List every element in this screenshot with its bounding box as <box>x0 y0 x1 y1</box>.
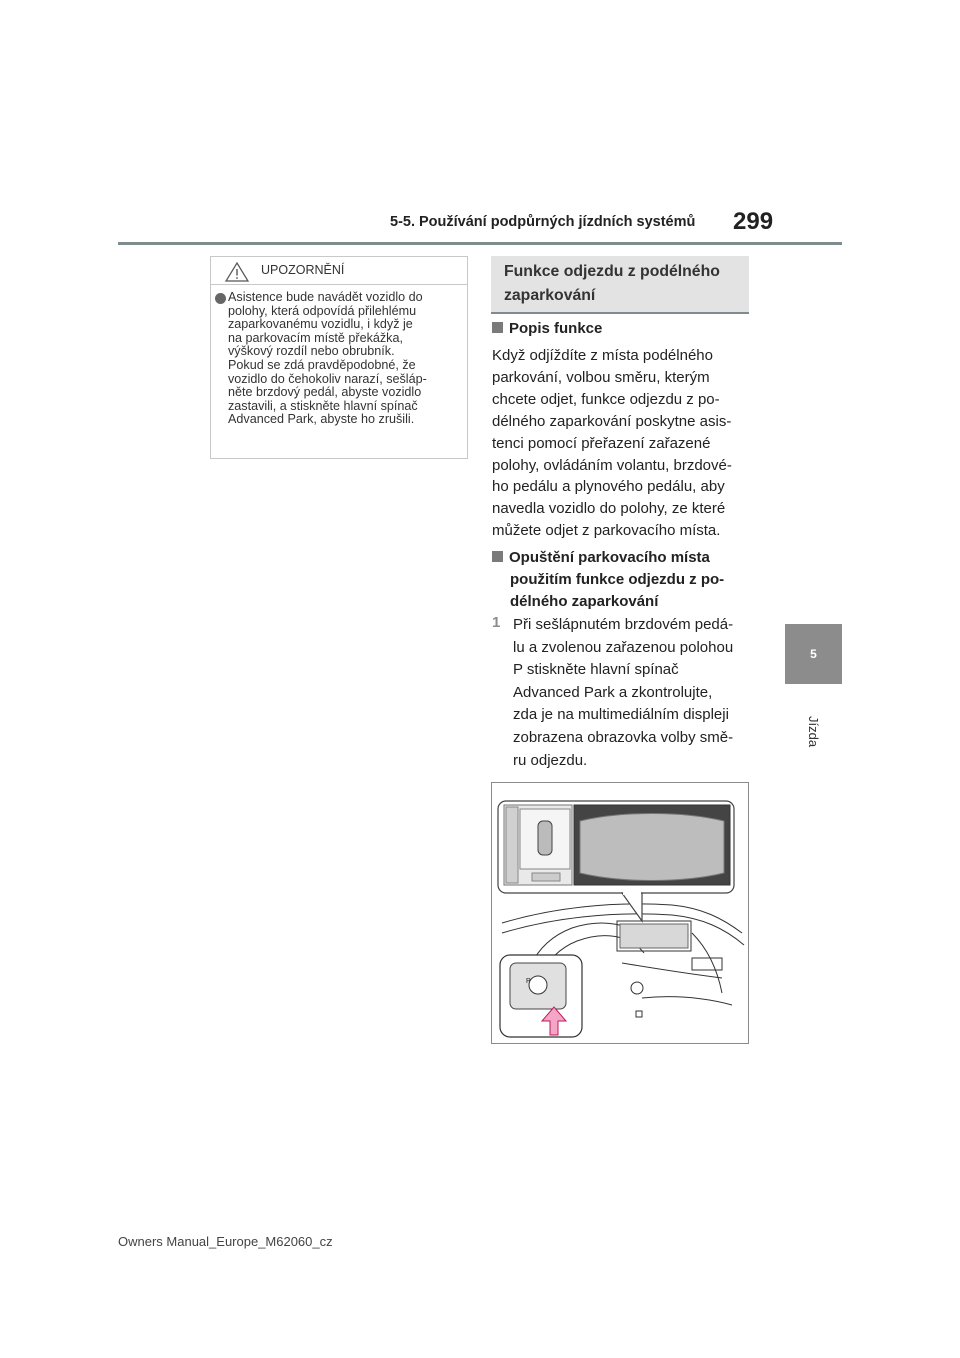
switch-p-label: P <box>526 978 531 985</box>
step-line: zobrazena obrazovka volby smě- <box>513 728 734 746</box>
vent-outline <box>692 958 722 970</box>
car-top-view <box>538 821 552 855</box>
leaving-heading-line: použitím funkce odjezdu z po- <box>510 571 725 588</box>
caution-line: výškový rozdíl nebo obrubník. <box>228 344 395 359</box>
square-bullet-icon <box>492 551 503 562</box>
caution-box <box>210 256 468 459</box>
icon-strip <box>506 807 518 883</box>
description-text <box>492 345 757 542</box>
caution-line: zaparkovanému vozidlu, i když je <box>228 317 413 332</box>
description-heading-text: Popis funkce <box>509 320 603 337</box>
switch-location-mark <box>636 1011 642 1017</box>
section-title-line: Funkce odjezdu z podélného <box>504 263 720 280</box>
section-heading-box <box>491 256 749 312</box>
dashboard-illustration <box>491 782 749 1044</box>
section-title <box>504 260 744 308</box>
section-title-line: zaparkování <box>504 287 596 304</box>
page-number: 299 <box>733 208 774 235</box>
description-line: můžete odjet z parkovacího místa. <box>492 522 721 540</box>
footer-text: Owners Manual_Europe_M62060_cz <box>118 1234 333 1249</box>
callout-joint <box>623 891 641 895</box>
step-line: Advanced Park a zkontrolujte, <box>513 683 713 701</box>
warning-triangle-icon <box>225 262 249 282</box>
step-line: Při sešlápnutém brzdovém pedá- <box>513 616 734 633</box>
description-line: ho pedálu a plynového pedálu, aby <box>492 478 725 496</box>
description-heading <box>492 318 602 340</box>
step-line: zda je na multimediálním displeji <box>513 706 729 724</box>
running-header: 5-5. Používání podpůrných jízdních systémů <box>390 214 696 230</box>
caution-title: UPOZORNĚNÍ <box>261 263 345 277</box>
camera-image <box>580 814 724 881</box>
caution-line: Asistence bude navádět vozidlo do <box>228 290 423 304</box>
step-line: lu a zvolenou zařazenou polohou <box>513 638 734 656</box>
callout-pointer <box>622 893 642 921</box>
bullet-icon <box>215 293 226 304</box>
advanced-park-switch-icon <box>529 976 547 994</box>
description-line: parkování, volbou směru, kterým <box>492 368 710 386</box>
caution-line: na parkovacím místě překážka, <box>228 330 403 345</box>
description-line: tenci pomocí přeřazení zařazené <box>492 434 711 452</box>
description-line: navedla vozidlo do polohy, ze které <box>492 500 726 518</box>
caution-line: něte brzdový pedál, abyste vozidlo <box>228 385 422 400</box>
caution-line: zastavili, a stiskněte hlavní spínač <box>228 398 418 413</box>
caution-line: Advanced Park, abyste ho zrušili. <box>228 412 415 427</box>
caution-line: vozidlo do čehokoliv narazí, sešláp- <box>228 371 427 386</box>
step-text <box>513 614 758 772</box>
header-rule <box>118 242 842 245</box>
leaving-heading-line: Opuštění parkovacího místa <box>509 549 710 566</box>
step-number: 1 <box>492 614 501 631</box>
chapter-label: Jízda <box>806 716 821 748</box>
description-line: Když odjíždíte z místa podélného <box>492 347 713 364</box>
description-line: polohy, ovládáním volantu, brzdové- <box>492 456 732 474</box>
description-line: chcete odjet, funkce odjezdu z po- <box>492 390 720 408</box>
caution-header <box>211 257 467 285</box>
console-line <box>642 997 732 1005</box>
step-line: ru odjezdu. <box>513 751 588 769</box>
description-line: délného zaparkování poskytne asis- <box>492 412 732 430</box>
caution-text <box>228 291 464 427</box>
console-line <box>692 933 722 993</box>
dashboard-drawing <box>492 783 748 1043</box>
square-bullet-icon <box>492 322 503 333</box>
caution-line: polohy, která odpovídá přilehlému <box>228 303 417 318</box>
chapter-tab: 5 <box>785 624 842 684</box>
center-display-screen <box>620 924 688 948</box>
leaving-heading-line: délného zaparkování <box>510 593 659 610</box>
caution-line: Pokud se zdá pravděpodobné, že <box>228 357 416 372</box>
step-line: P stiskněte hlavní spínač <box>513 661 679 679</box>
console-knob <box>631 982 643 994</box>
leaving-heading <box>492 547 757 613</box>
bottom-button <box>532 873 560 881</box>
